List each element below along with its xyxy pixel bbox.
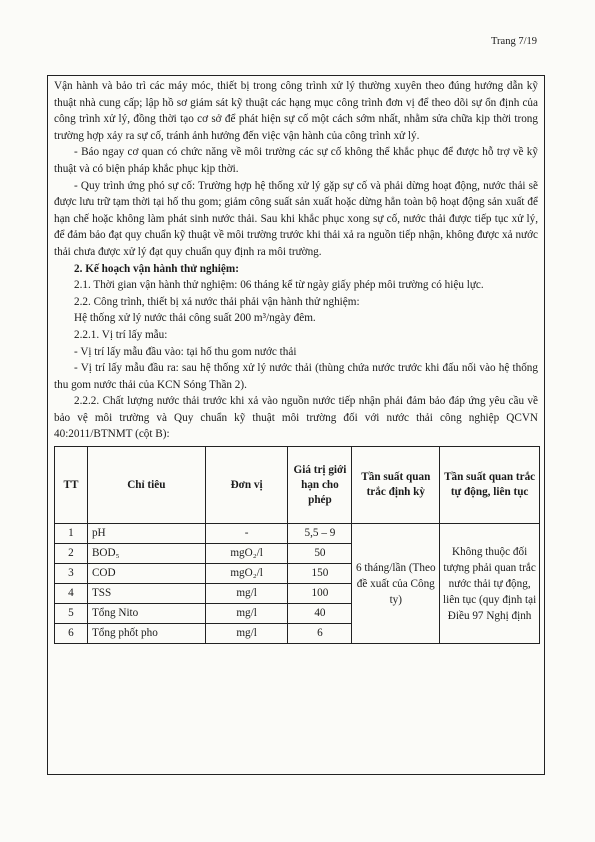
table-row [55,524,540,544]
page-number: Trang 7/19 [491,36,537,47]
cell-limit: 40 [288,604,352,624]
section-heading-trial-operation: 2. Kế hoạch vận hành thử nghiệm: [74,262,239,275]
cell-tt: 2 [55,544,88,564]
header-parameter: Chỉ tiêu [87,447,205,524]
paragraph-sampling-heading: 2.2.1. Vị trí lấy mẫu: [74,328,168,341]
cell-parameter: pH [87,524,205,544]
cell-parameter: Tổng Nito [87,604,205,624]
paragraph-maintenance: Vận hành và bảo trì các máy móc, thiết bị trong công trình xử lý thường xuyên theo đúng hướng dẫn kỹ thuật nhà cung cấp; lập hồ sơ giám sát kỹ thuật các hạng mục công trình đơn vị để theo dõi sự ổn định của công trình xử lý, đồng thời tạo cơ sở để phát hiện sự cố một cách sớm nhất, nhằm sửa chữa kịp thời trong trường hợp xảy ra sự cố, tránh ảnh hưởng đến việc vận hành của công trình xử lý. [54,80,538,142]
paragraph-sampling-output: - Vị trí lấy mẫu đầu ra: sau hệ thống xử lý nước thải (thùng chứa nước trước khi đấu nối vào hệ thống thu gom nước thải của KCN Sóng Thần 2). [54,362,538,391]
content-frame [47,75,545,775]
cell-limit: 50 [288,544,352,564]
cell-unit: mg/l [205,624,288,644]
cell-tt: 3 [55,564,88,584]
cell-limit: 6 [288,624,352,644]
paragraph-trial-works: 2.2. Công trình, thiết bị xả nước thải phải vận hành thử nghiệm: [74,295,360,308]
cell-parameter: COD [87,564,205,584]
header-limit: Giá trị giới hạn cho phép [288,447,352,524]
cell-unit: - [205,524,288,544]
cell-limit: 5,5 – 9 [288,524,352,544]
cell-unit: mgO₂/l [205,564,288,584]
cell-tt: 5 [55,604,88,624]
cell-limit: 100 [288,584,352,604]
cell-tt: 6 [55,624,88,644]
paragraph-response-procedure: - Quy trình ứng phó sự cố: Trường hợp hệ thống xử lý gặp sự cố và phải dừng hoạt động, nước thải sẽ được lưu trữ tạm thời tại hố thu gom; giảm công suất sản xuất hoặc dừng hẳn toàn bộ hoạt động sản xuất để hạn chế hoặc không làm phát sinh nước thải. Sau khi khắc phục xong sự cố, nước thải được tiếp tục xử lý, để đảm bảo đạt quy chuẩn kỹ thuật về môi trường trước khi thải xả ra nguồn tiếp nhận, không được xả nước thải chưa được xử lý đạt quy chuẩn quy định ra môi trường. [54,179,538,258]
paragraph-system-capacity: Hệ thống xử lý nước thải công suất 200 m³/ngày đêm. [74,312,316,325]
header-tt: TT [55,447,88,524]
discharge-limits-table [54,446,540,644]
cell-unit: mg/l [205,584,288,604]
header-periodic-frequency: Tần suất quan trắc định kỳ [352,447,440,524]
table-header-row [55,447,540,524]
cell-tt: 4 [55,584,88,604]
paragraph-quality-requirement: 2.2.2. Chất lượng nước thải trước khi xả vào nguồn nước tiếp nhận phải đảm bảo đáp ứng yêu cầu về bảo vệ môi trường và Quy chuẩn kỹ thuật môi trường đối với nước thải công nghiệp QCVN 40:2011/BTNMT (cột B): [54,395,538,441]
cell-parameter: Tổng phốt pho [87,624,205,644]
cell-limit: 150 [288,564,352,584]
cell-periodic-frequency: 6 tháng/lần (Theo đề xuất của Công ty) [352,524,440,644]
cell-tt: 1 [55,524,88,544]
header-auto-frequency: Tần suất quan trắc tự động, liên tục [440,447,540,524]
cell-parameter: TSS [87,584,205,604]
cell-unit: mgO₂/l [205,544,288,564]
paragraph-sampling-input: - Vị trí lấy mẫu đầu vào: tại hố thu gom nước thải [74,345,297,358]
cell-unit: mg/l [205,604,288,624]
header-unit: Đơn vị [205,447,288,524]
paragraph-trial-duration: 2.1. Thời gian vận hành thử nghiệm: 06 tháng kể từ ngày giấy phép môi trường có hiệu lực. [74,279,484,292]
paragraph-report-incident: - Báo ngay cơ quan có chức năng về môi trường các sự cố không thể khắc phục để được hỗ trợ về kỹ thuật và có biện pháp khắc phục kịp thời. [54,146,538,175]
cell-parameter: BOD₅ [87,544,205,564]
cell-auto-frequency: Không thuộc đối tượng phải quan trắc nước thải tự động, liên tục (quy định tại Điều 97 Nghị định [440,524,540,644]
